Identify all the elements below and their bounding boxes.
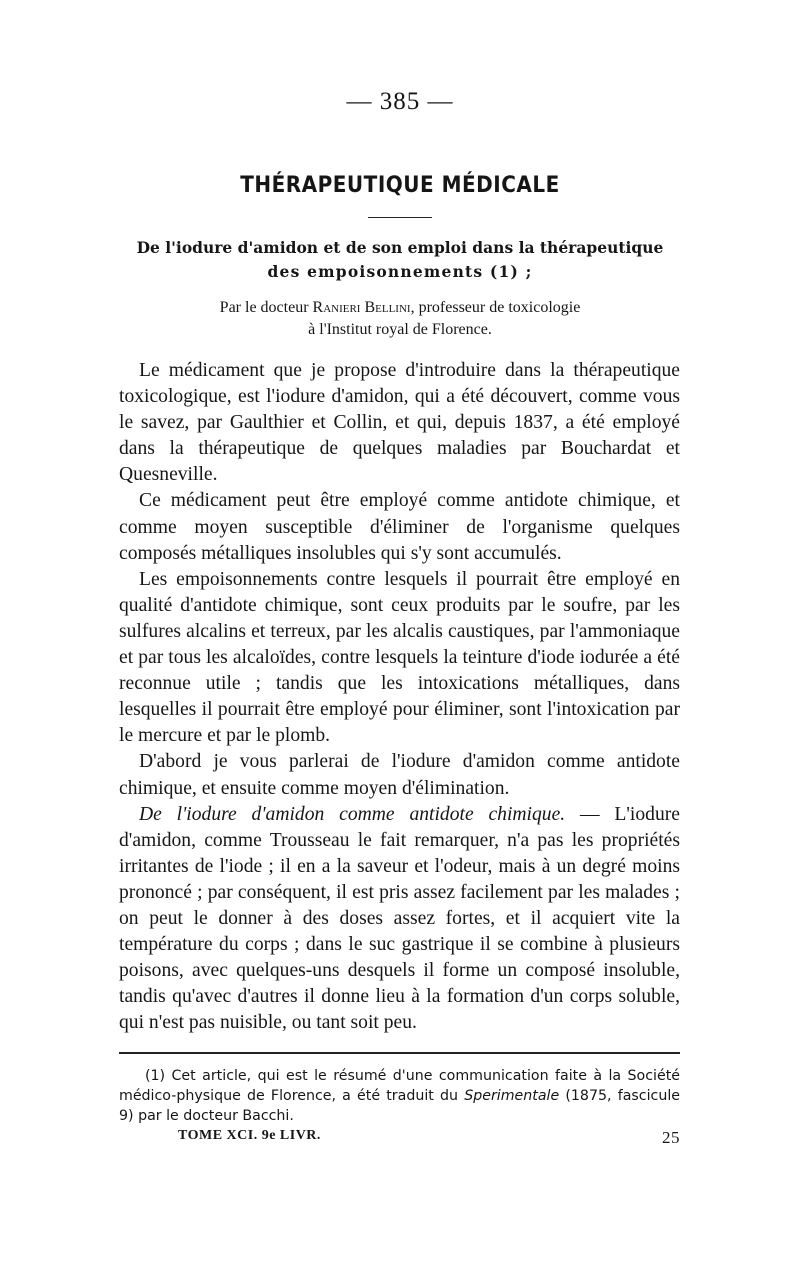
author-block — [100, 297, 700, 341]
author-line-1 — [100, 297, 700, 319]
footnote-text-before: (1) Cet article, qui est le résumé d'une communication faite à la Société médico-physique de Florence, a été traduit du — [119, 1068, 680, 1104]
paragraph-3: Les empoisonnements contre lesquels il pourrait être employé en qualité d'antidote chimique, sont ceux produits par le soufre, par les sulfures alcalins et terreux, par les alcalis caustiques, par l'ammoniaque et par tous les alcaloïdes, contre lesquels la teinture d'iode iodurée a été reconnue utile ; tandis que les intoxications métalliques, dans lesquelles il pourrait être employé pour éliminer, sont l'intoxication par le mercure et par le plomb. — [119, 568, 680, 747]
paragraph-4: D'abord je vous parlerai de l'iodure d'amidon comme antidote chimique, et ensuite comme moyen d'élimination. — [119, 751, 680, 799]
author-name: Ranieri Bellini — [312, 299, 411, 316]
printer-signature — [178, 1128, 680, 1147]
signature-number: 25 — [662, 1128, 680, 1147]
paragraph-5 — [119, 802, 680, 1037]
author-prefix: Par le docteur — [219, 299, 309, 316]
article-title-line-1: De l'iodure d'amidon et de son emploi dans la thérapeutique — [136, 238, 664, 257]
paragraph-1: Le médicament que je propose d'introduire dans la thérapeutique toxicologique, est l'iodure d'amidon, qui a été découvert, comme vous le savez, par Gaulthier et Collin, et qui, depuis 1837, a été employé dans la thérapeutique de quelques maladies par Bouchardat et Quesneville. — [119, 360, 680, 486]
footnote — [119, 1066, 680, 1126]
footnote-1 — [119, 1066, 680, 1126]
footnote-divider — [119, 1052, 680, 1054]
signature-volume: TOME XCI. 9e LIVR. — [178, 1128, 321, 1143]
page-number: — 385 — — [346, 88, 454, 115]
paragraph-5-text: — L'iodure d'amidon, comme Trousseau le fait remarquer, n'a pas les propriétés irritantes de l'iode ; il en a la saveur et l'odeur, mais à un degré moins prononcé ; par conséquent, il est pris assez facilement par les malades ; on peut le donner à des doses assez fortes, et il acquiert vite la température du corps ; dans le suc gastrique il se combine à plusieurs poisons, avec quelques-uns desquels il forme un composé insoluble, tandis qu'avec d'autres il donne lieu à la formation d'un corps soluble, qui n'est pas nuisible, ou tant soit peu. — [119, 803, 680, 1034]
subsection-heading: De l'iodure d'amidon comme antidote chimique. — [139, 803, 566, 825]
article-title-line-2: des empoisonnements (1) ; — [267, 262, 533, 281]
section-title: THÉRAPEUTIQUE MÉDICALE — [240, 170, 560, 198]
footnote-journal: Sperimentale — [464, 1088, 560, 1104]
article-body — [119, 358, 680, 1036]
footnote-text-after: (1875, fascicule 9) par le docteur Bacchi. — [119, 1088, 680, 1124]
author-suffix: , professeur de toxicologie — [410, 299, 581, 316]
title-divider — [368, 217, 432, 218]
article-title — [100, 236, 700, 284]
paragraph-2: Ce médicament peut être employé comme antidote chimique, et comme moyen susceptible d'éliminer de l'organisme quelques composés métalliques insolubles qui s'y sont accumulés. — [119, 490, 680, 564]
author-line-2: à l'Institut royal de Florence. — [308, 321, 492, 338]
